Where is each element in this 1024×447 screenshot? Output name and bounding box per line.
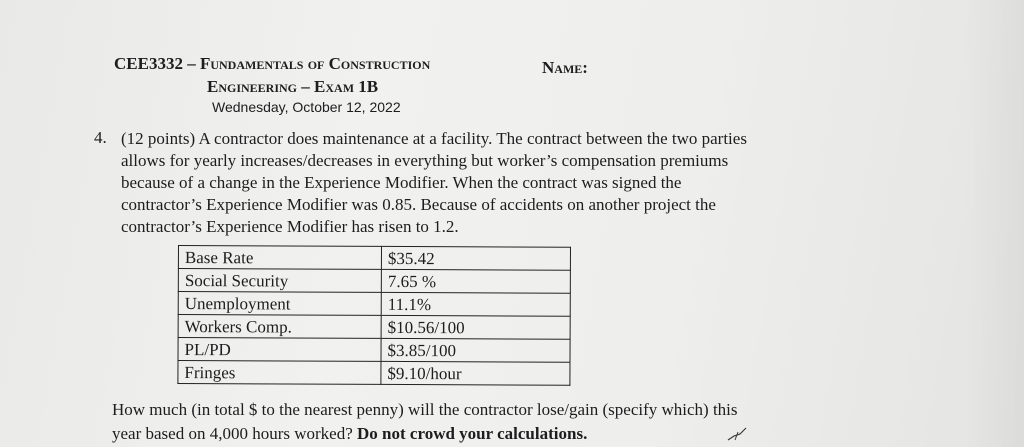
question-line: allows for yearly increases/decreases in everything but worker’s compensation premiums: [121, 151, 729, 170]
prompt-bold-instruction: Do not crowd your calculations.: [357, 424, 588, 443]
rate-label-cell: Social Security: [178, 269, 381, 293]
exam-label: Exam 1B: [314, 77, 379, 96]
name-label: Name:: [542, 58, 588, 77]
table-row: [178, 338, 570, 363]
header-dash: –: [297, 77, 315, 96]
table-row: [178, 361, 570, 386]
rate-label-cell: Unemployment: [178, 292, 381, 316]
course-title-part1: Fundamentals of Construction: [199, 54, 431, 73]
question-number: 4.: [94, 128, 107, 147]
rate-value-cell: 11.1%: [381, 292, 570, 316]
exam-date: Wednesday, October 12, 2022: [212, 99, 401, 115]
course-title-part2: Engineering: [207, 77, 298, 96]
question-text: [121, 128, 747, 238]
header-dash: –: [182, 54, 200, 73]
table-row: [178, 292, 570, 317]
labor-rates-table: [177, 245, 571, 386]
rate-value-cell: $3.85/100: [381, 338, 570, 362]
rate-label-cell: Base Rate: [178, 246, 381, 270]
question-line: contractor’s Experience Modifier was 0.85. Because of accidents on another project the: [121, 195, 716, 214]
rate-value-cell: $10.56/100: [381, 315, 570, 339]
rate-value-cell: $9.10/hour: [381, 361, 570, 385]
exam-header-line1: [114, 54, 430, 74]
table-row: [178, 269, 570, 294]
question-prompt: [112, 398, 738, 446]
table-row: [178, 246, 570, 271]
course-code: CEE3332: [114, 54, 183, 73]
exam-header-line2: [207, 77, 378, 97]
rate-label-cell: Workers Comp.: [178, 315, 381, 339]
rate-value-cell: $35.42: [381, 246, 570, 270]
question-line: contractor’s Experience Modifier has risen to 1.2.: [121, 217, 459, 236]
prompt-plain-text: year based on 4,000 hours worked?: [112, 424, 358, 443]
table-row: [178, 315, 570, 340]
rate-label-cell: Fringes: [178, 361, 381, 385]
question-line: because of a change in the Experience Modifier. When the contract was signed the: [121, 173, 682, 192]
page-edge-shading: [964, 0, 1024, 447]
rate-value-cell: 7.65 %: [381, 269, 570, 293]
pen-mark-icon: [726, 423, 750, 443]
rate-label-cell: PL/PD: [178, 338, 381, 362]
prompt-line: [112, 422, 738, 446]
prompt-line: How much (in total $ to the nearest penny) will the contractor lose/gain (specify which) this: [112, 400, 738, 419]
question-line: (12 points) A contractor does maintenance at a facility. The contract between the two parties: [121, 129, 747, 148]
